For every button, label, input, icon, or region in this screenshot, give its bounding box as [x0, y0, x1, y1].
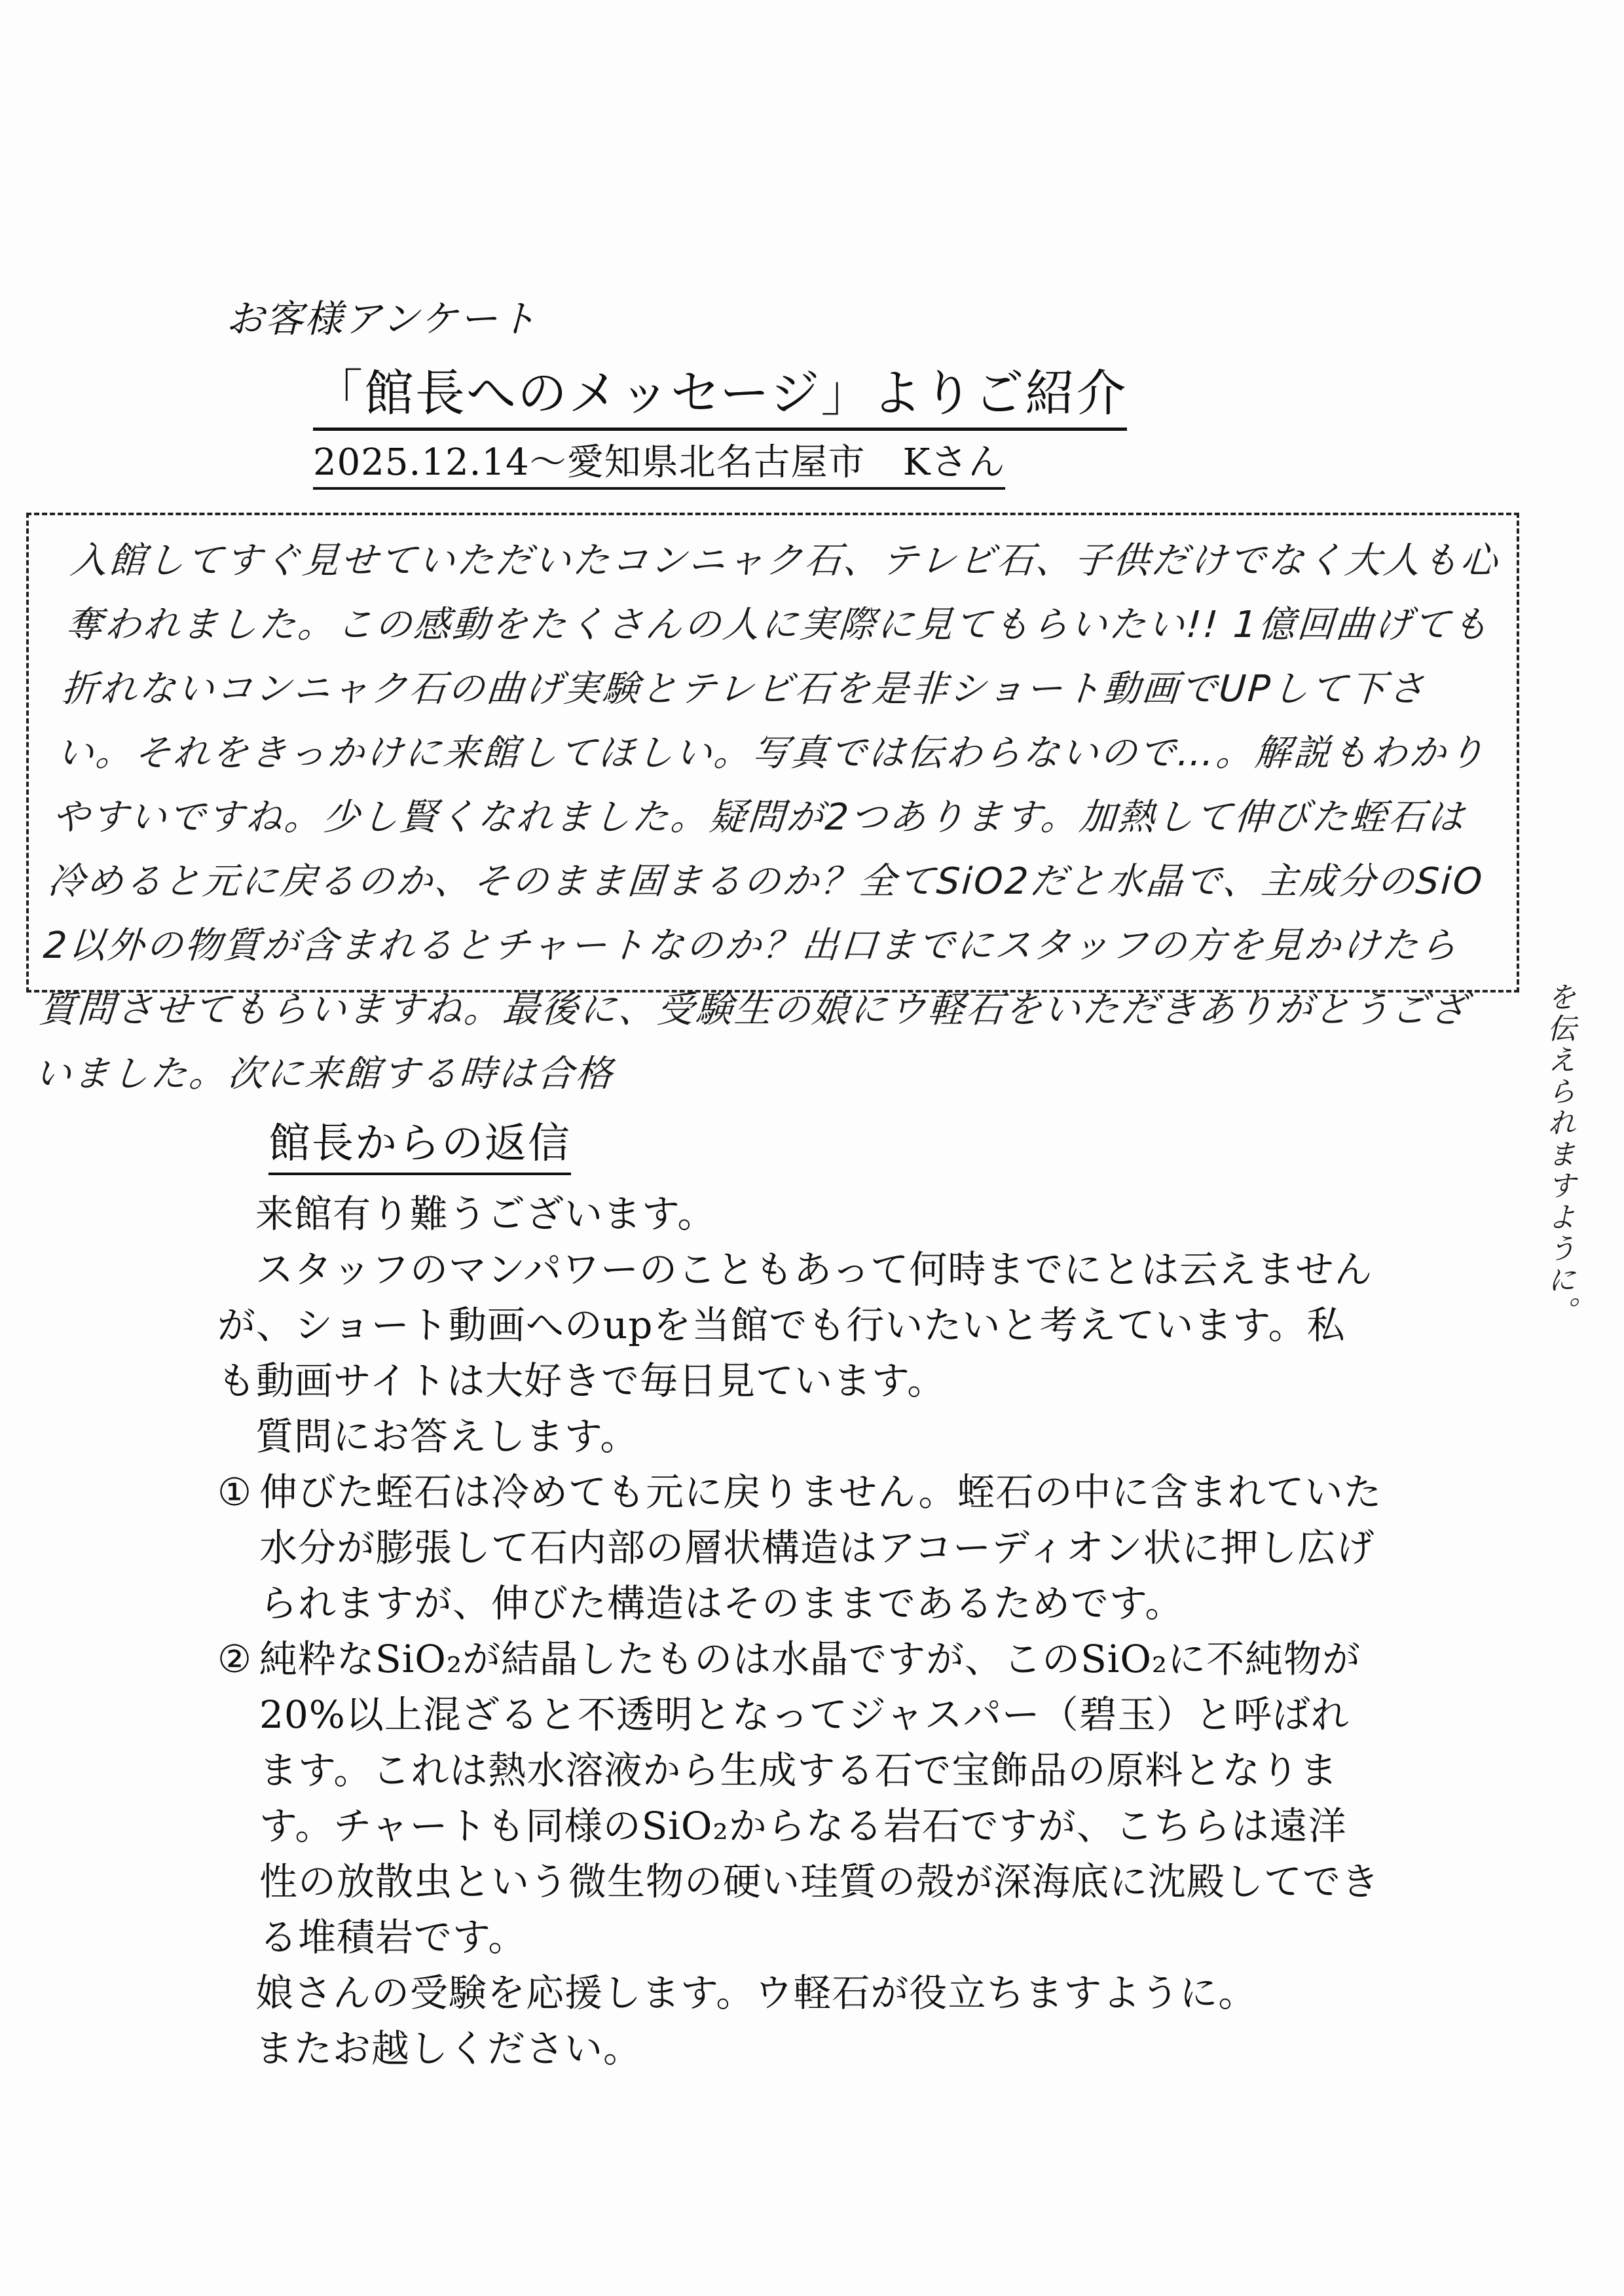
visit-info: 2025.12.14～愛知県北名古屋市 Kさん: [313, 433, 1005, 490]
answer-number: ①: [217, 1470, 252, 1514]
reply-paragraph: 質問にお答えします。: [255, 1414, 639, 1459]
answer-text: 伸びた蛭石は冷めても元に戻りません。蛭石の中に含まれていた水分が膨張して石内部の層状構造はアコーディオン状に押し広げられますが、伸びた構造はそのままであるためです。: [259, 1470, 1382, 1626]
reply-paragraph: 娘さんの受験を応援します。ウ軽石が役立ちますように。: [255, 1971, 1257, 2015]
reply-paragraph: 来館有り難うございます。: [255, 1192, 716, 1236]
answer-number: ②: [217, 1637, 252, 1681]
answer-text: 純粋なSiO₂が結晶したものは水晶ですが、このSiO₂に不純物が20%以上混ざると不透明となってジャスパー（碧玉）と呼ばれます。これは熱水溶液から生成する石で宝飾品の原料となります。チャートも同様のSiO₂からなる岩石ですが、こちらは遠洋性の放散虫という微生物の硬い珪質の殻が深海底に沈殿してできる堆積岩です。: [259, 1637, 1380, 1959]
reply-paragraph: スタッフのマンパワーのこともあって何時までにとは云えませんが、ショート動画へのupを当館でも行いたいと考えています。私も動画サイトは大好きで毎日見ています。: [217, 1247, 1373, 1403]
handwritten-message: 入館してすぐ見せていただいたコンニャク石、テレビ石、子供だけでなく大人も心奪われました。この感動をたくさんの人に実際に見てもらいたい!! 1億回曲げても折れないコンニャク石の曲げ実験とテレビ石を是非ショート動画でUPして下さい。それをきっかけに来館してほしい。写真では伝わらないので…。解説もわかりやすいですね。少し賢くなれました。疑問が2つあります。加熱して伸びた蛭石は冷めると元に戻るのか、そのまま固まるのか？全てSiO2だと水晶で、主成分のSiO2以外の物質が含まれるとチャートなのか？出口までにスタッフの方を見かけたら質問させてもらいますね。最後に、受験生の娘にウ軽石をいただきありがとうございました。次に来館する時は合格: [33, 539, 1501, 1095]
reply-paragraph: またお越しください。: [255, 2026, 642, 2071]
reply-heading: 館長からの返信: [268, 1110, 571, 1175]
reply-answer-2: [217, 1631, 1383, 1965]
page-title: 「館長へのメッセージ」よりご紹介: [313, 354, 1127, 431]
reply-body: [217, 1186, 1383, 2077]
handwritten-margin-note: を伝えられますように。: [1542, 982, 1576, 1328]
reply-answer-1: [217, 1465, 1383, 1631]
survey-label: お客様アンケート: [226, 297, 538, 341]
